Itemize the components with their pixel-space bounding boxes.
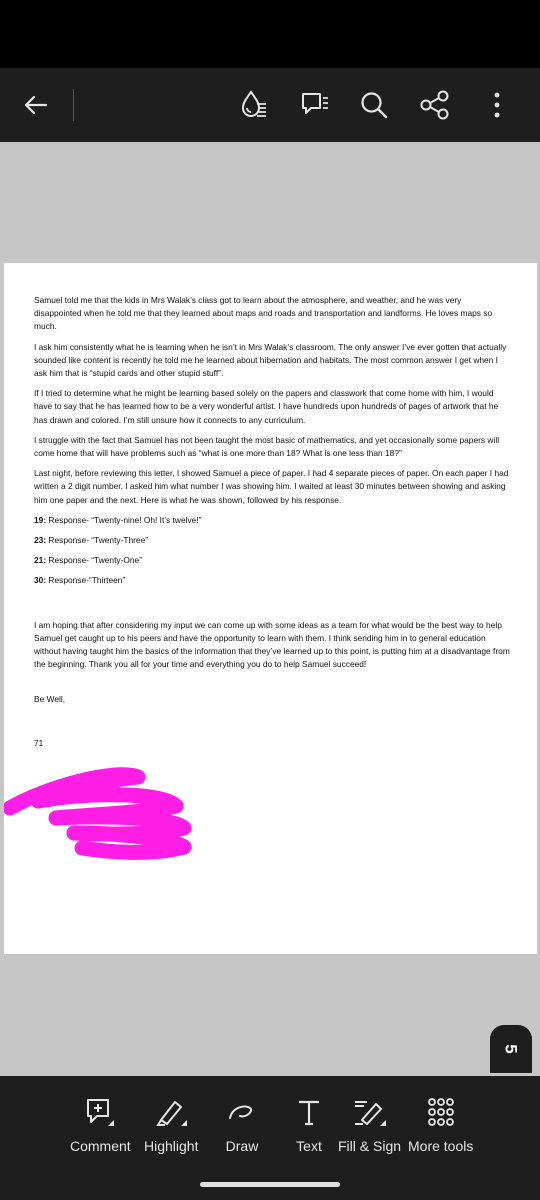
response-text: Response- “Twenty-One” — [46, 555, 142, 566]
response-number: 19: — [34, 514, 47, 525]
response-number: 23: — [34, 535, 47, 546]
response-line — [34, 534, 510, 547]
pdf-page[interactable] — [4, 263, 537, 954]
text-icon — [289, 1094, 329, 1130]
comment-list-icon — [298, 88, 332, 122]
redacted-fragment: 71 — [34, 737, 44, 748]
paragraph: Samuel told me that the kids in Mrs Walak’s class got to learn about the atmosphere, and weather, and he was very disappointed when he told me that they learned about maps and roads and transportation and landforms. He loves maps so much. — [34, 295, 493, 332]
system-nav-bar — [0, 1170, 540, 1200]
response-text: Response-“Thirteen” — [46, 575, 126, 586]
overflow-menu-button[interactable] — [478, 86, 516, 124]
home-indicator[interactable] — [200, 1182, 340, 1187]
tool-label: More tools — [408, 1138, 474, 1154]
response-text: Response- “Twenty-nine! Oh! It’s twelve!” — [46, 514, 202, 525]
more-tools[interactable] — [408, 1094, 473, 1154]
comment-tool[interactable] — [70, 1094, 131, 1154]
search-icon — [359, 90, 389, 120]
text-tool[interactable] — [289, 1094, 329, 1154]
document-viewer[interactable] — [0, 142, 540, 1076]
fill-sign-tool[interactable] — [338, 1094, 401, 1154]
closing-paragraph: I am hoping that after considering my input we can come up with some ideas as a team for what would be the best way to help Samuel get caught up to his peers and have the opportunity to learn with them. I think sending him in to general education without having taught him the basics of the information that they’ve learned up to this point, is putting him at a disadvantage from the beginning. Thank you all for your time and everything you do to help Samuel succeed! — [34, 619, 510, 670]
redaction-scribble — [4, 763, 204, 863]
response-number: 21: — [34, 555, 47, 566]
toolbar-divider — [73, 89, 74, 121]
signoff: Be Well, — [34, 694, 66, 705]
response-line — [34, 574, 510, 587]
fill-sign-icon — [350, 1094, 390, 1130]
tool-label: Text — [296, 1138, 322, 1154]
highlight-icon — [151, 1094, 191, 1130]
draw-tool[interactable] — [222, 1094, 262, 1154]
highlight-tool[interactable] — [144, 1094, 198, 1154]
paragraph: Last night, before reviewing this letter, I showed Samuel a piece of paper. I had 4 separate pieces of paper. On each paper I had written a 2 digit number. I asked him what number I was showing him. I waited at least 30 minutes between showing and asking him one paper and the next. Here is what he was shown, followed by his response. — [34, 468, 509, 505]
tool-label: Fill & Sign — [338, 1138, 402, 1154]
response-line — [34, 554, 510, 567]
paragraph: I struggle with the fact that Samuel has not been taught the most basic of mathematics, and yet occasionally some papers will come home that will have problems such as “what is one more than 18? What is one less than 18?” — [34, 434, 500, 459]
comments-list-button[interactable] — [296, 86, 334, 124]
tool-label: Comment — [70, 1138, 131, 1154]
tool-label: Draw — [225, 1138, 259, 1154]
liquid-mode-icon — [237, 88, 271, 122]
response-text: Response- “Twenty-Three” — [46, 535, 149, 546]
paragraph: If I tried to determine what he might be learning based solely on the papers and classwork that come home with him, I would have to say that he has learned how to be a very wonderful artist. I have hundreds upon hundreds of pages of artwork that he has drawn and colored. I’m still unsure how it connects to any curriculum. — [34, 388, 499, 425]
search-button[interactable] — [355, 86, 393, 124]
share-icon — [419, 89, 451, 121]
page-number: 5 — [502, 1044, 521, 1054]
more-vertical-icon — [492, 91, 502, 119]
top-app-bar — [0, 68, 540, 142]
paragraph: I ask him consistently what he is learning when he isn’t in Mrs Walak’s classroom. The only answer I’ve ever gotten that actually sounded like content is recently he told me he learned about hibernation and habitats. The most common answer I get when I ask him that is “stupid cards and other stupid stuff”. — [34, 341, 507, 379]
response-number: 30: — [34, 575, 47, 586]
liquid-mode-button[interactable] — [235, 86, 273, 124]
status-bar — [0, 0, 540, 68]
spacer — [34, 595, 510, 619]
bottom-toolbar — [0, 1076, 540, 1170]
response-line — [34, 514, 510, 527]
tool-label: Highlight — [144, 1138, 199, 1154]
more-tools-icon — [421, 1094, 461, 1130]
letter-body — [34, 294, 510, 757]
page-number-indicator[interactable] — [490, 1025, 532, 1073]
draw-icon — [222, 1094, 262, 1130]
back-button[interactable] — [17, 86, 55, 124]
back-arrow-icon — [23, 92, 49, 118]
comment-icon — [80, 1094, 120, 1130]
share-button[interactable] — [416, 86, 454, 124]
